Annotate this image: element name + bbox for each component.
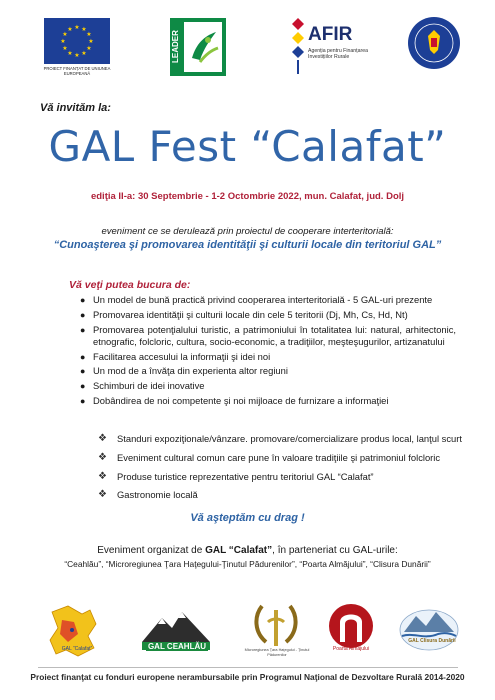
gal-poarta-almajului-label: Poarta Almăjului (332, 646, 370, 652)
closing-line: Vă aşteptăm cu drag ! (190, 512, 305, 524)
gal-ceahlau-logo (138, 602, 214, 666)
benefits-heading: Vă veţi putea bucura de: (69, 279, 191, 291)
project-theme: “Cunoaşterea şi promovarea identităţii şi culturii locale din teritoriul GAL” (53, 239, 442, 251)
svg-text:★: ★ (86, 31, 92, 38)
benefits-list (80, 294, 456, 410)
list-item: ❖ Produse turistice reprezentative pentru teritoriul GAL “Calafat” (98, 470, 374, 482)
svg-text:★: ★ (81, 26, 87, 33)
svg-text:★: ★ (67, 26, 73, 33)
list-item: ❖ Gastronomie locală (98, 489, 198, 501)
bullet-icon: ● (80, 381, 86, 392)
bullet-icon: ● (80, 309, 86, 320)
svg-text:★: ★ (62, 45, 68, 52)
gal-ceahlau-label: GAL CEAHLĂU (147, 642, 207, 651)
bullet-icon: ● (80, 295, 86, 305)
gal-hateg-label: Microregiunea Ţara Haţegului - Ţinutul Pădurenilor (244, 648, 310, 657)
gal-calafat-label: GAL “Calafat” (61, 646, 93, 652)
list-item: ● Un mod de a învăţa din experienta altor regiuni (80, 365, 288, 377)
svg-text:★: ★ (60, 38, 66, 45)
partners-line: “Ceahlău”, “Microregiunea Ţara Haţegului-Ţinutul Pădurenilor”, “Poarta Almăjului”, “Clisura Dunării” (64, 559, 431, 569)
gal-poarta-almajului-logo (326, 602, 376, 666)
leader-label: LEADER (171, 30, 180, 64)
gal-calafat-logo (38, 602, 116, 666)
gal-clisura-dunarii-logo (398, 602, 460, 666)
afir-subtitle: Agenția pentru Finanțarea Investițiilor Rurale (308, 48, 368, 61)
list-item: ● Un model de bună practică privind cooperarea interteritorială - 5 GAL-uri prezente (80, 294, 433, 305)
bullet-icon: ● (80, 366, 86, 377)
invitation-line: Vă invităm la: (40, 102, 111, 114)
list-item: ● Facilitarea accesului la informaţii şi idei noi (80, 350, 271, 362)
afir-title: AFIR (308, 24, 353, 45)
list-item: ❖ Standuri expoziţionale/vânzare. promovare/comercializare produs local, lanţul scurt (98, 433, 462, 444)
funding-footer: Proiect finanţat cu fonduri europene nerambursabile prin Programul Naţional de Dezvoltare Rurală 2014-2020 (30, 672, 465, 682)
svg-text:★: ★ (86, 45, 92, 52)
svg-text:★: ★ (67, 50, 73, 57)
svg-text:★: ★ (88, 38, 94, 45)
diamond-bullet-icon: ❖ (98, 451, 107, 463)
eu-flag-logo (44, 18, 110, 64)
edition-dates: ediţia II-a: 30 Septembrie - 1-2 Octombrie 2022, mun. Calafat, jud. Dolj (90, 191, 405, 202)
diamond-bullet-icon: ❖ (98, 470, 107, 482)
organizer-line: Eveniment organizat de GAL “Calafat”, în parteneriat cu GAL-urile: (97, 545, 398, 556)
diamond-bullet-icon: ❖ (98, 489, 107, 501)
bullet-icon: ● (80, 395, 86, 406)
list-item: ❖ Eveniment cultural comun care pune în valoare tradiţiile şi patrimoniul folcloric (98, 451, 441, 463)
organizer-name: GAL “Calafat” (205, 545, 273, 556)
svg-text:★: ★ (81, 50, 87, 57)
event-title: GAL Fest “Calafat” (48, 122, 447, 171)
romanian-government-logo (407, 16, 461, 70)
list-item: ● Promovarea identităţii şi culturii locale din cele 5 teritorii (Dj, Mh, Cs, Hd, Nt) (80, 308, 408, 320)
footer-divider (38, 667, 458, 668)
svg-text:★: ★ (74, 52, 80, 59)
header-logos (0, 14, 495, 80)
project-line: eveniment ce se derulează prin proiectul de cooperare interteritorială: (101, 226, 394, 237)
list-item: ● Schimburi de idei inovative (80, 380, 205, 392)
svg-text:★: ★ (62, 31, 68, 38)
gal-clisura-dunarii-label: GAL Clisura Dunării (408, 638, 456, 644)
list-item: ● Dobândirea de noi competente şi noi mijloace de furnizare a informaţiei (80, 394, 389, 406)
bullet-icon: ● (80, 351, 86, 362)
svg-text:★: ★ (74, 24, 80, 31)
eu-caption: PROIECT FINANȚAT DE UNIUNEA EUROPEANĂ (43, 66, 111, 76)
bullet-icon: ● (80, 324, 86, 335)
diamond-bullet-icon: ❖ (98, 433, 107, 444)
features-list (98, 433, 478, 508)
list-item: ● Promovarea potenţialului turistic, a patrimoniului în totalitatea lui: natural, arhitectonic, etnografic, folcloric, cultura, socio-economic, a tradiţiilor, meşteşugurilor, artizanatului (80, 323, 456, 347)
